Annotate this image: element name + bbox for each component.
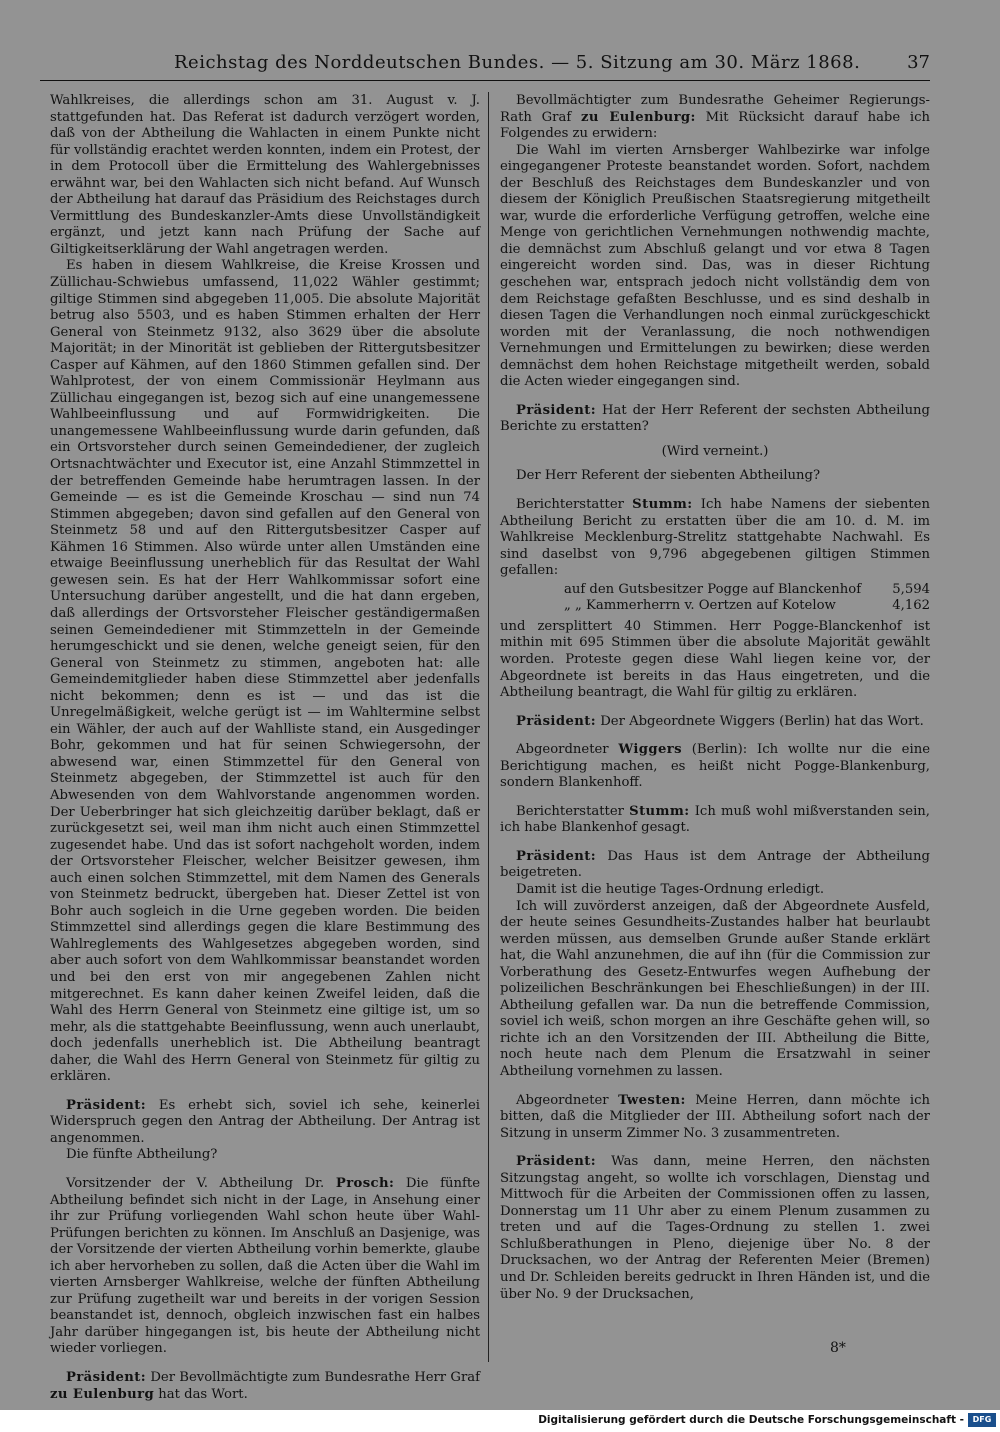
speaker-name: Prosch: bbox=[335, 1176, 395, 1191]
speaker-name: Präsident: bbox=[516, 402, 597, 418]
vote-label: auf den Gutsbesitzer Pogge auf Blanckenhof bbox=[564, 581, 862, 597]
vote-results bbox=[564, 582, 930, 615]
vote-label: „ „ Kammerherrn v. Oertzen auf Kotelow bbox=[564, 598, 836, 614]
speech-text: Die fünfte Abtheilung befindet sich nicht in der Lage, in Ansehung einer ihr zur Prüfung vorliegenden Wahl schon heute über Wahl-Prüfungen berichten zu können. Im Anschluß an Dasjenige, was der Vorsitzende der vierten Abtheilung vorhin bemerkte, glaube ich aber hervorheben zu sollen, daß die Acten über die Wahl im vierten Arnsberger Wahlkreise, welche der fünften Abtheilung zur Prüfung zugetheilt war und bereits in der vorigen Session beanstandet ist, dennoch, obgleich inzwischen fast ein halbes Jahr darüber hingegangen ist, bis heute der Abtheilung nicht wieder vorliegen. bbox=[50, 1176, 480, 1357]
person-name: zu Eulenburg bbox=[50, 1386, 155, 1402]
vote-row bbox=[564, 598, 930, 615]
speech-text: Hat der Herr Referent der sechsten Abtheilung Berichte zu erstatten? bbox=[500, 402, 930, 435]
speaker-lead: Berichterstatter bbox=[516, 803, 624, 819]
speaker-lead: Abgeordneter bbox=[516, 1092, 609, 1108]
speech-president-5 bbox=[500, 849, 930, 882]
speaker-name: Präsident: bbox=[516, 713, 597, 729]
speaker-name: Präsident: bbox=[516, 1154, 597, 1170]
speech-paragraph: Die Wahl im vierten Arnsberger Wahlbezirke war infolge eingegangener Proteste beanstandet worden. Sofort, nachdem der Beschluß des Reichstages dem Bundeskanzler und von diesem der Königlich Preußischen Staatsregierung mitgetheilt war, wurde die erforderliche Verfügung getroffen, welche eine Menge von gerichtlichen Vernehmungen nothwendig machte, die demnächst zum Abschluß gelangt und vor etwa 8 Tagen eingereicht worden sind. Das, was in dieser Richtung geschehen war, entsprach jedoch nicht vollständig dem von dem Reichstage gefaßten Beschlusse, und es sind deshalb in diesen Tagen die Verhandlungen noch einmal zurückgeschickt worden mit der Veranlassung, die noch nothwendigen Vernehmungen und Ermittelungen zu bewirken; diese werden demnächst dem hohen Reichstage mitgetheilt werden, sobald die Acten wieder eingegangen sind. bbox=[500, 142, 930, 390]
speaker-name: Präsident: bbox=[66, 1370, 147, 1386]
speech-prosch bbox=[50, 1176, 480, 1358]
column-divider bbox=[488, 92, 489, 1362]
speaker-name: Präsident: bbox=[516, 848, 597, 864]
speech-text: Mit Rücksicht darauf habe ich Folgendes zu erwidern: bbox=[500, 109, 930, 142]
speech-wiggers bbox=[500, 742, 930, 792]
speaker-lead: Bevollmächtigter zum Bundesrathe Geheimer Regierungs-Rath Graf bbox=[500, 93, 930, 125]
speech-president-4 bbox=[500, 714, 930, 731]
speech-president-2 bbox=[50, 1370, 480, 1403]
speech-text: Ich habe Namens der siebenten Abtheilung Bericht zu erstatten über die am 10. d. M. im Wahlkreise Mecklenburg-Strelitz stattgehabte Nachwahl. Es sind daselbst von 9,796 abgegebenen giltigen Stimmen gefallen: bbox=[500, 497, 930, 579]
speech-text: Meine Herren, dann möchte ich bitten, daß die Mitglieder der III. Abtheilung sofort nach der Sitzung in unserm Zimmer No. 3 zusammentreten. bbox=[500, 1092, 930, 1141]
speech-eulenburg bbox=[500, 93, 930, 143]
right-column bbox=[500, 93, 930, 1303]
speech-twesten bbox=[500, 1093, 930, 1143]
speaker-name: Stumm: bbox=[632, 497, 693, 513]
speaker-name: Twesten: bbox=[618, 1092, 686, 1108]
speech-paragraph: Ich will zuvörderst anzeigen, daß der Abgeordnete Ausfeld, der heute seines Gesundheits-Zustandes halber hat beurlaubt werden müssen, aus demselben Grunde außer Stande erklärt hat, die Wahl anzunehmen, die auf ihn (für die Commission zur Vorberathung des Gesetz-Entwurfes wegen Aufhebung der polizeilichen Beschränkungen bei Eheschließungen) in der III. Abtheilung gefallen war. Da nun die betreffende Commission, soviel ich weiß, schon morgen an ihre Geschäfte gehen will, so richte ich an den Vorsitzenden der III. Abtheilung die Bitte, noch heute nach dem Plenum die Ersatzwahl in seiner Abtheilung vornehmen zu lassen. bbox=[500, 898, 930, 1079]
speaker-name: Präsident: bbox=[66, 1097, 147, 1113]
speech-followup: Die fünfte Abtheilung? bbox=[66, 1147, 218, 1163]
left-column bbox=[50, 93, 480, 1403]
speech-president-1 bbox=[50, 1098, 480, 1148]
speech-paragraph: Damit ist die heutige Tages-Ordnung erledigt. bbox=[516, 881, 825, 897]
page-number: 37 bbox=[907, 52, 930, 73]
speaker-name: zu Eulenburg: bbox=[580, 109, 696, 125]
speech-president-6 bbox=[500, 1154, 930, 1303]
paragraph-election-report: Es haben in diesem Wahlkreise, die Kreise Krossen und Züllichau-Schwiebus umfassend, 11,022 Wähler gestimmt; giltige Stimmen sind abgegeben 11,005. Die absolute Majorität betrug also 5503, und es haben Stimmen erhalten der Herr General von Steinmetz 9132, also 3629 über die absolute Majorität; in der Minorität ist geblieben der Rittergutsbesitzer Casper auf Kähmen, auf den 1860 Stimmen gefallen sind. Der Wahlprotest, der von einem Commissionär Heylmann aus Züllichau eingegangen ist, bezog sich auf eine unangemessene Wahlbeeinflussung und auf Formwidrigkeiten. Die unangemessene Wahlbeeinflussung wurde darin gefunden, daß ein Ortsvorsteher durch seinen Gemeindediener, der zugleich Ortsnachtwächter und Executor ist, eine Anzahl Stimmzettel in der betreffenden Gemeinde habe herumtragen lassen. In der Gemeinde — es ist die Gemeinde Kroschau — sind nun 74 Stimmen abgegeben; davon sind gefallen auf den General von Steinmetz 58 und auf den Rittergutsbesitzer Casper auf Kähmen 16 Stimmen. Also würde unter allen Umständen eine etwaige Beeinflussung unerheblich für das Resultat der Wahl gewesen sein. Es hat der Herr Wahlkommissar sofort eine Untersuchung darüber angestellt, und die hat dann ergeben, daß allerdings der Ortsvorsteher Fleischer geständigermaßen seinen Gemeindediener mit Stimmzetteln in der Gemeinde herumgeschickt und sie denen, welche geneigt seien, für den General von Steinmetz zu stimmen, angeboten hat: alle Gemeindemitglieder haben diese Stimmzettel aber jedenfalls nicht bekommen; denn es ist — und das ist die Unregelmäßigkeit, welche gerügt ist — im Wahltermine selbst ein Wähler, der auch auf der Wahlliste stand, ein Ausgedinger Bohr, gekommen und hat für seinen Schwiegersohn, der abwesend war, einen Stimmzettel für den General von Steinmetz abgegeben, der Stimmzettel ist auch für den Abwesenden von dem Wahlvorstande angenommen worden. Der Ueberbringer hat sich gleichzeitig darüber beklagt, daß er zurückgesetzt sei, weil man ihm nicht auch einen Stimmzettel zugesendet habe. Und das ist sofort nachgeholt worden, indem der Ortsvorsteher Fleischer, welcher Beisitzer gewesen, ihm auch einen solchen Stimmzettel, mit dem Namen des Generals von Steinmetz bedruckt, übergeben hat. Dieser Zettel ist von Bohr auch sogleich in die Urne gegeben worden. Die beiden Stimmzettel sind allerdings gegen die klare Bestimmung des Wahlreglements des Wahlgesetzes abgegeben worden, sind aber auch sofort von dem Wahlkommissar beanstandet worden und bei den erst von mir angegebenen Zahlen nicht mitgerechnet. Es kann daher keinen Zweifel leiden, daß die Wahl des Herrn General von Steinmetz eine giltige ist, um so mehr, als die stattgehabte Beeinflussung, wenn auch unerlaubt, doch jedenfalls unerheblich ist. Die Abtheilung beantragt daher, die Wahl des Herrn General von Steinmetz für giltig zu erklären. bbox=[50, 258, 480, 1085]
speaker-lead: Abgeordneter bbox=[516, 742, 609, 758]
paragraph-continuation: Wahlkreises, die allerdings schon am 31. August v. J. stattgefunden hat. Das Referat ist dadurch verzögert worden, daß von der Abtheilung die Wahlacten in einem Punkte nicht für vollständig erachtet werden konnten, indem ein Protest, der in dem Protocoll über die Ermittelung des Wahlergebnisses erwähnt war, bei den Wahlacten sich nicht befand. Auf Wunsch der Abtheilung hat darauf das Präsidium des Reichstages durch Vermittlung des Bundeskanzler-Amts diese Unvollständigkeit ergänzt, und jetzt kann nach Prüfung der Sache auf Giltigkeitserklärung der Wahl angetragen werden. bbox=[50, 93, 480, 257]
running-head bbox=[40, 50, 930, 81]
speech-text: (Berlin): Ich wollte nur die eine Berichtigung machen, es heißt nicht Pogge-Blankenburg, sondern Blankenhoff. bbox=[500, 742, 930, 791]
speech-text: Der Bevollmächtigte zum Bundesrathe Herr Graf bbox=[150, 1370, 480, 1386]
speech-followup: Der Herr Referent der siebenten Abtheilung? bbox=[516, 468, 821, 484]
speech-text: Der Abgeordnete Wiggers (Berlin) hat das Wort. bbox=[600, 713, 924, 729]
speech-stumm-1 bbox=[500, 497, 930, 580]
speaker-name: Stumm: bbox=[629, 803, 690, 819]
speech-text: Was dann, meine Herren, den nächsten Sitzungstag angeht, so wollte ich vorschlagen, Dienstag und Mittwoch für die Arbeiten der Commissionen offen zu lassen, Donnerstag um 11 Uhr aber zu einem Plenum zusammen zu treten und auf die Tages-Ordnung zu stellen 1. zwei Schlußberathungen in Pleno, diejenige über No. 8 der Drucksachen, wo der Antrag der Referenten Meier (Bremen) und Dr. Schleiden bereits gedruckt in Ihren Händen ist, und die über No. 9 der Drucksachen, bbox=[500, 1154, 930, 1302]
speech-text: Es erhebt sich, soviel ich sehe, keinerlei Widerspruch gegen den Antrag der Abtheilung. Der Antrag ist angenommen. bbox=[50, 1097, 480, 1146]
funding-credit: Digitalisierung gefördert durch die Deutsche Forschungsgemeinschaft - bbox=[538, 1414, 964, 1426]
sheet-signature: 8* bbox=[830, 1340, 846, 1356]
speech-text: Das Haus ist dem Antrage der Abtheilung beigetreten. bbox=[500, 848, 930, 881]
speech-text: hat das Wort. bbox=[158, 1386, 248, 1402]
vote-count: 4,162 bbox=[892, 598, 930, 614]
vote-count: 5,594 bbox=[892, 581, 930, 597]
speech-president-3 bbox=[500, 403, 930, 436]
digitization-footer bbox=[0, 1410, 1000, 1432]
speaker-name: Wiggers bbox=[618, 742, 682, 758]
stage-note: (Wird verneint.) bbox=[661, 443, 769, 459]
speaker-lead: Berichterstatter bbox=[516, 497, 624, 513]
speech-text: Ich muß wohl mißverstanden sein, ich habe Blankenhof gesagt. bbox=[500, 803, 930, 836]
dfg-logo-icon: DFG bbox=[968, 1413, 996, 1427]
running-title: Reichstag des Norddeutschen Bundes. — 5. Sitzung am 30. März 1868. bbox=[174, 52, 861, 73]
speaker-lead: Vorsitzender der V. Abtheilung Dr. bbox=[66, 1176, 325, 1191]
speech-paragraph: und zersplittert 40 Stimmen. Herr Pogge-Blanckenhof ist mithin mit 695 Stimmen über die absolute Majorität gewählt worden. Proteste gegen diese Wahl liegen keine vor, der Abgeordnete ist bereits in das Haus eingetreten, und die Abtheilung beantragt, die Wahl für giltig zu erklären. bbox=[500, 618, 930, 701]
speech-stumm-2 bbox=[500, 804, 930, 837]
vote-row bbox=[564, 582, 930, 599]
